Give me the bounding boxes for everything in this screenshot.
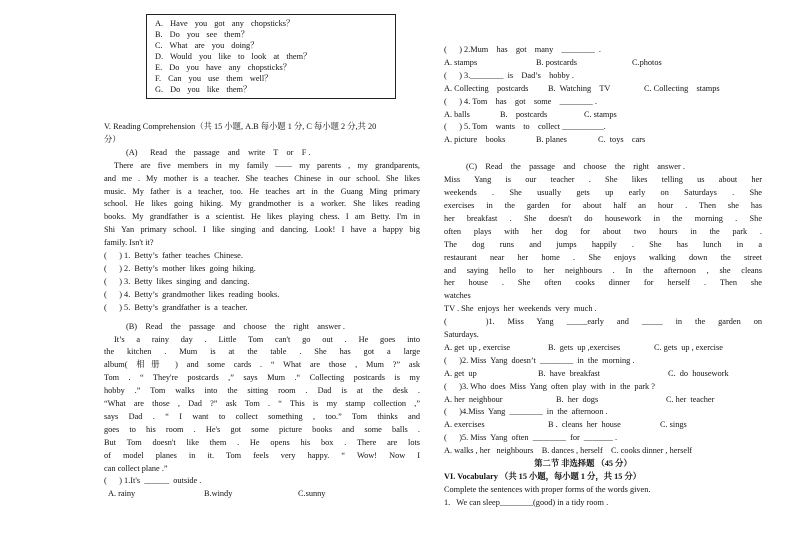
part-c-passage (444, 174, 762, 316)
passage-line: family. Isn't it? (104, 238, 154, 248)
passage-line: goes to his room . He's got some picture books and some balls . (104, 424, 420, 434)
passage-line: music. My father is a teacher, too. He teaches art in the Guang Ming primary (104, 186, 420, 196)
option-c: C. What are you doing？ (155, 41, 259, 50)
question-b3: ( ) 3.________ is Dad’s hobby . (444, 70, 574, 80)
question-b1: ( ) 1.It's ______ outside . (104, 476, 202, 486)
part-b-label: (B) Read the passage and choose the right answer . (126, 321, 345, 331)
part-c-questions (444, 316, 762, 458)
question-c1-options (444, 342, 762, 355)
question-a1: ( ) 1. Betty’s father teaches Chinese. (104, 251, 243, 261)
section-vi-instruction: Complete the sentences with proper forms of the words given. (444, 484, 651, 494)
question-b2-options (444, 57, 762, 70)
question-c4-options (444, 419, 762, 432)
passage-line: It’s a rainy day . Little Tom can't go out . He goes into (114, 334, 420, 344)
passage-line: hobby .” Tom walks into the sitting room . Dad is at the desk . (104, 386, 420, 396)
passage-line: There are five members in my family —— my parents , my grandparents, (114, 160, 420, 170)
option: B. postcards (500, 109, 548, 119)
option: A. stamps (444, 57, 478, 67)
options-box (146, 14, 396, 99)
passage-line: says Dad . “ I want to collect something , too.” Tom thinks and (104, 411, 420, 421)
option: A. balls (444, 109, 470, 119)
option: C. gets up , exercise (654, 342, 723, 352)
question-a4: ( ) 4. Betty’s grandmother likes reading books. (104, 289, 280, 299)
question-c2: ( )2. Miss Yang doesn’t ________ in the morning . (444, 355, 635, 365)
option: A. get up , exercise (444, 342, 511, 352)
option: C.sunny (298, 489, 326, 499)
section-vi-q1: 1. We can sleep________(good) in a tidy room . (444, 497, 609, 507)
question-b5: ( ) 5. Tom wants to collect __________. (444, 122, 606, 132)
part-a-questions (104, 250, 420, 315)
option: C. her teacher (666, 394, 715, 404)
passage-line: of model planes in it. Tom feels very happy. “ Wow! Now I (104, 450, 420, 460)
passage-line: watches (444, 291, 471, 301)
section-v-title-cont: 分） (104, 134, 121, 144)
part-a-label: (A) Read the passage and write T or F . (126, 147, 311, 157)
section-v-title: V. Reading Comprehension（共 15 小题, A.B 每小题 1 分, C 每小题 2 分,共 20 (104, 122, 377, 131)
right-column (444, 44, 762, 510)
passage-line: weekends . She usually gets up early on Saturdays . She (444, 188, 762, 198)
passage-line: her house . She often cooks dinner for herself . Then she (444, 278, 762, 288)
question-c5-options: A. walks , her neighbours B. dances , herself C. cooks dinner , herself (444, 446, 693, 456)
passage-line: school. He likes going hiking. My grandmother is a worker. She likes reading (104, 199, 420, 209)
option-d: D. Would you like to look at them？ (155, 52, 312, 61)
option: B . cleans her house (548, 420, 621, 430)
option: A. get up (444, 368, 477, 378)
question-c1: ( )1. Miss Yang _____early and _____ in the garden on (444, 317, 762, 327)
passage-line: her breakfast . She doesn't do housework in the morning . She (444, 213, 762, 223)
option: B. Watching TV (548, 83, 611, 93)
option: C. stamps (584, 109, 617, 119)
option-g: G. Do you like them？ (155, 85, 252, 94)
part-b-passage (104, 334, 420, 476)
question-c3-options (444, 394, 762, 407)
passage-line: exercises in the garden for about half an hour . Then she has (444, 200, 762, 210)
option: C. Collecting stamps (644, 83, 720, 93)
question-b4: ( ) 4. Tom has got some ________ . (444, 96, 597, 106)
part-a-passage (104, 160, 420, 250)
passage-line: TV . She enjoys her weekends very much . (444, 304, 597, 314)
question-c4: ( )4.Miss Yang ________ in the afternoon . (444, 407, 608, 417)
passage-line: Tom . “ They're postcards ,” says Mum .“ Collecting postcards is my (104, 373, 420, 383)
option: A. her neighbour (444, 394, 503, 404)
question-b3-options (444, 83, 762, 96)
option: B. have breakfast (538, 368, 600, 378)
option: A. rainy (108, 489, 136, 499)
question-c5: ( )5. Miss Yang often ________ for _______ . (444, 433, 618, 443)
passage-line: and saying hello to her neighbours . In the afternoon , she cleans (444, 265, 762, 275)
section-vi-title: VI. Vocabulary （共 15 小题，每小题 1 分，共 15 分） (444, 472, 642, 481)
option: A. Collecting postcards (444, 83, 529, 93)
passage-line: often plays with her dog for about two hours in the park . (444, 226, 762, 236)
option-a: A. Have you got any chopsticks？ (155, 19, 295, 28)
passage-line: Shi Yan primary school. I like singing and dancing. Look! I have a happy big (104, 225, 420, 235)
passage-line: can collect plane .” (104, 463, 168, 473)
question-c2-options (444, 368, 762, 381)
question-a5: ( ) 5. Betty’s grandfather is a teacher. (104, 302, 248, 312)
option: C. sings (660, 420, 687, 430)
question-b1-options (104, 488, 420, 501)
passage-line: Miss Yang is our teacher . She likes telling us about her (444, 175, 762, 185)
question-a2: ( ) 2. Betty’s mother likes going hiking. (104, 263, 256, 273)
option: B. planes (536, 135, 567, 145)
question-a3: ( ) 3. Betty likes singing and dancing. (104, 276, 250, 286)
passage-line: But Tom doesn't like them . He opens his box . There are lots (104, 437, 420, 447)
option: C. do housework (668, 368, 729, 378)
option: C.photos (632, 57, 662, 67)
part-two-title: 第二节 非选择题 （45 分） (534, 459, 632, 469)
question-c3: ( )3. Who does Miss Yang often play with in the park ? (444, 381, 655, 391)
passage-line: “What are those , Dad ?” ask Tom . “ This is my stamp collection ,” (104, 399, 420, 409)
question-c1-cont: Saturdays. (444, 330, 479, 340)
question-b4-options (444, 109, 762, 122)
option: B. postcards (536, 57, 578, 67)
option-e: E. Do you have any chopsticks？ (155, 63, 292, 72)
option: C. toys cars (598, 135, 646, 145)
option: A. picture books (444, 135, 506, 145)
passage-line: album( 相册 ) and some cards . “ What are those , Mum ?” ask (104, 360, 420, 370)
left-column (104, 14, 420, 501)
passage-line: books. My grandfather is a scientist. He likes playing chess. I am Betty. I'm in (104, 212, 420, 222)
option: B.windy (204, 489, 233, 499)
part-b-questions-cont (444, 44, 762, 147)
option-b: B. Do you see them？ (155, 30, 249, 39)
option: B. gets up ,exercises (548, 342, 621, 352)
passage-line: The dog runs and jumps happily . She has lunch in a (444, 239, 762, 249)
passage-line: restaurant near her home . She enjoys walking down the street (444, 252, 762, 262)
question-b2: ( ) 2.Mum has got many ________ . (444, 45, 601, 54)
option-f: F. Can you use them well？ (155, 74, 273, 83)
passage-line: the kitchen . Mum is at the table . She has got a large (104, 347, 420, 357)
passage-line: and me . My mother is a teacher. She teaches Chinese in our school. She likes (104, 173, 420, 183)
part-c-label: (C) Read the passage and choose the right answer . (466, 162, 685, 172)
option: B. her dogs (556, 394, 599, 404)
option: A. exercises (444, 420, 485, 430)
question-b5-options (444, 134, 762, 147)
